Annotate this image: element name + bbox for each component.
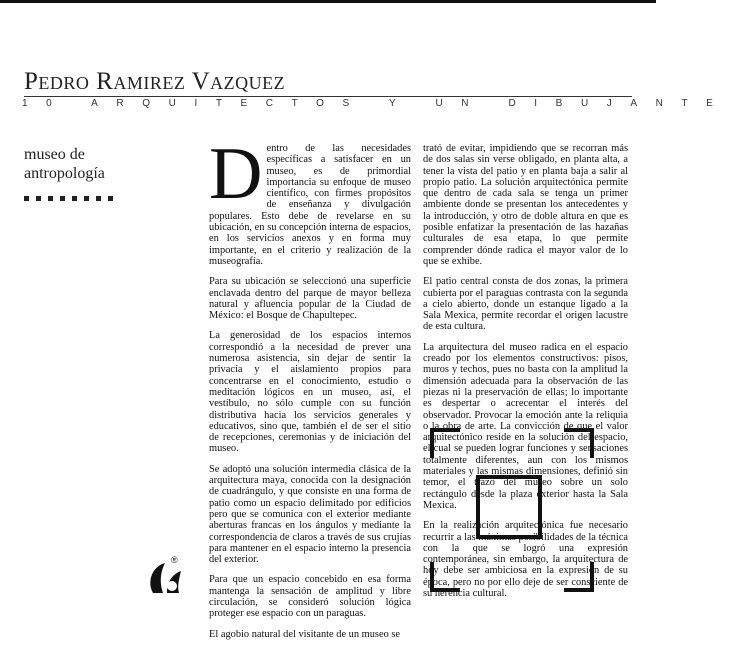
paragraph: Se adoptó una solución intermedia clásica de la arquitectura maya, conocida con la designación de cuadrángulo, y que consiste en una forma de patio como un espacio delimitado por edificios pero que se comunica con el exterior mediante aberturas francas en los ángulos y mediante la correspondencia de claros a través de sus crujías para mantener en el espacio interno la presencia del exterior. [209, 463, 411, 566]
paragraph: La arquitectura del museo radica en el espacio creado por los elementos constructivos: pisos, muros y techos, pues no basta con la amplitud la dimensión adecuada para la observación de las piezas ni la preservación de ellas; lo importante es despertar o acrecentar el interés del observador. Provocar la emoción ante la reliquia o la obra de arte. La convicción de que el valor arquitectónico reside en la solución del espacio, el cual se pueden lograr funciones y sensaciones totalmente diferentes, aun con los mismos materiales y las mismas dimensiones, definió sin temor, el trazo del museo sobre un solo rectángulo desde la plaza exterior hasta la Sala Mexica. [423, 341, 628, 511]
paragraph: Para que un espacio concebido en esa forma mantenga la sensación de amplitud y libre circulación, se consideró solución lógica proteger ese espacio con un paraguas. [209, 574, 411, 620]
dropcap: D [209, 133, 263, 215]
registered-mark: ® [171, 555, 178, 565]
series-subtitle: 10 ARQUITECTOS Y UN DIBUJANTE [22, 98, 731, 109]
paragraph: El patio central consta de dos zonas, la primera cubierta por el paraguas contrasta con la segunda a cielo abierto, donde un estanque ligado a la Sala Mexica, permite recordar el origen lacustre de esta cultura. [423, 276, 628, 333]
section-title-line-1: museo de [24, 146, 85, 163]
focus-target-box[interactable] [476, 475, 542, 539]
paragraph: La generosidad de los espacios internos correspondió a la necesidad de prever una numerosa asistencia, sin dejar de sentir la privacía y el aislamiento propios para concentrarse en el conocimiento, estudio o meditación lógicos en un museo, así, el vestíbulo, no sólo cumple con su función distributiva hacia los servicios generales y educativos, sino que, también el de ser el sitio de recepciones, ceremonias y de iniciación del museo. [209, 330, 411, 455]
selection-corner-top-left [430, 428, 460, 458]
header-rule [24, 96, 632, 97]
selection-corner-bottom-right [564, 562, 594, 592]
paragraph: El agobio natural del visitante de un museo se [209, 628, 401, 640]
paragraph: Dentro de las necesidades específicas a satisfacer en un museo, es de primordial importancia su enfoque de museo científico, con firmes propósitos de enseñanza y divulgación populares. Esto debe de revelarse en su ubicación, en su concepción interna de espacios, en los servicios anexos y en forma muy importante, en el criterio y realización de la museografía. [209, 133, 411, 267]
paragraph: En la realización arquitectónica fue necesario recurrir a las máximas posibilidades de la técnica con la que se logró una expresión contemporánea, sin embargo, la arquitectura de hoy debe ser ambiciosa en la expresión de su época, pero no por ello deje de ser consciente de su herencia cultural. [423, 520, 628, 599]
selection-corner-top-right [564, 428, 594, 458]
selection-corner-bottom-left [430, 562, 460, 592]
section-title-line-2: antropología [24, 165, 105, 182]
section-title [24, 145, 105, 183]
section-dots [24, 196, 113, 201]
text-column-left [209, 133, 411, 649]
page-author-title: Pedro Ramirez Vazquez [24, 68, 286, 95]
paragraph: trató de evitar, impidiendo que se recorran más de dos salas sin verse obligado, en planta alta, a tener la vista del patio y en planta baja a salir al propio patio. La solución arquitectónica permite que dentro de cada sala se tenga un primer ambiente donde se presentan los antecedentes y la introducción, y otro de doble altura en que es posible enfatizar la presentación de las hazañas culturales de esa etapa, lo que permite comprender dónde radica el mayor valor de lo que se exhibe. [423, 143, 628, 267]
publisher-logo-icon [143, 553, 191, 601]
top-border [0, 0, 656, 3]
paragraph: Para su ubicación se seleccionó una superficie enclavada dentro del parque de mayor belleza natural y afluencia popular de la Ciudad de México: el Bosque de Chapultepec. [209, 276, 411, 322]
